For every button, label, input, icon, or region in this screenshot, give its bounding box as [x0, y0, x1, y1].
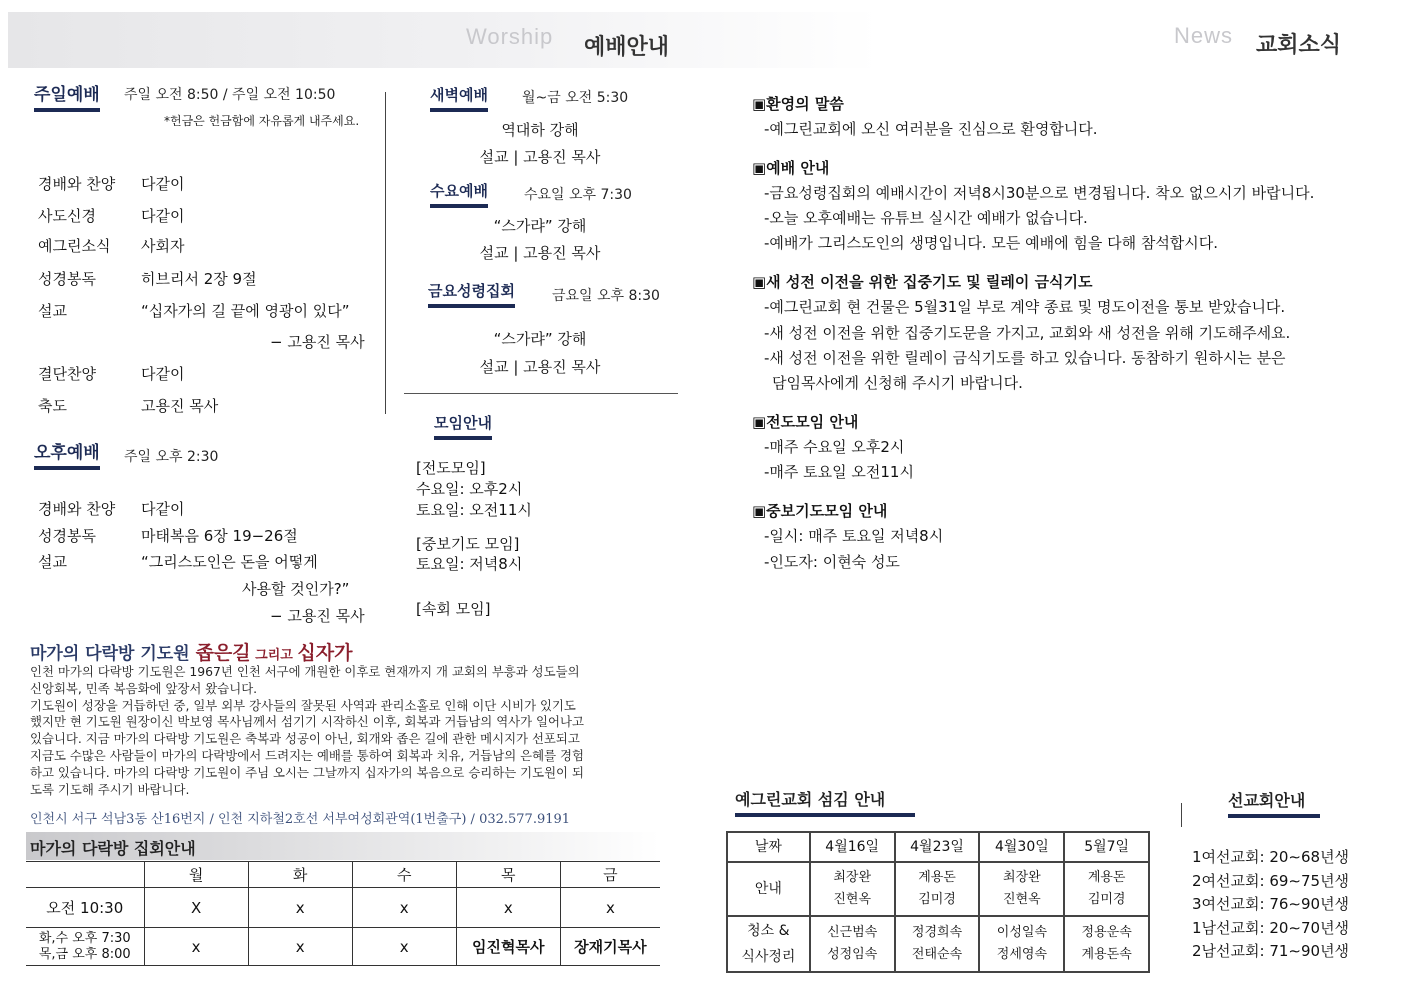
- magga-title-d: 십자가: [297, 642, 353, 664]
- table-cell: 오전 10:30: [26, 888, 144, 928]
- table-header-row: [26, 862, 660, 888]
- news-heading-prayer: ▣새 성전 이전을 위한 집중기도 및 릴레이 금식기도: [752, 273, 1093, 291]
- order-label: 축도: [38, 397, 67, 415]
- news-item: -인도자: 이현숙 성도: [764, 553, 900, 571]
- news-item: -일시: 매주 토요일 저녁8시: [764, 527, 944, 545]
- column-divider: [385, 92, 386, 414]
- order-label: 설교: [38, 553, 67, 571]
- row-label: 식사정리: [741, 949, 796, 965]
- name: 진현옥: [1003, 892, 1041, 907]
- news-ko-title: 교회소식: [1256, 33, 1342, 58]
- name: 계용돈속: [1081, 947, 1132, 962]
- table-cell: x: [144, 928, 248, 966]
- table-cell: x: [352, 888, 456, 928]
- name: 정경희속: [911, 925, 963, 940]
- name: 계용돈: [1087, 870, 1126, 885]
- sermon-title: “십자가의 길 끝에 영광이 있다”: [141, 302, 350, 320]
- order-value: 다같이: [141, 365, 185, 383]
- dawn-title: 새벽예배: [430, 84, 488, 112]
- table-header: 4월16일: [810, 832, 895, 862]
- magga-line: 도록 기도해 주시기 바랍니다.: [30, 781, 190, 797]
- order-value: 고용진 목사: [141, 397, 219, 415]
- header-band: [8, 12, 880, 68]
- order-label: 성경봉독: [38, 270, 96, 288]
- news-item: -오늘 오후예배는 유튜브 실시간 예배가 없습니다.: [764, 209, 1088, 227]
- table-header: 4월30일: [979, 832, 1064, 862]
- offering-note: *헌금은 헌금함에 자유롭게 내주세요.: [164, 114, 360, 128]
- name: 김미경: [1087, 892, 1126, 907]
- sermon-title-line2: 사용할 것인가?”: [242, 580, 350, 598]
- magga-title-c: 그리고: [250, 648, 298, 663]
- magga-description: [30, 664, 670, 798]
- order-label: 예그린소식: [38, 237, 111, 255]
- table-cell: x: [456, 888, 560, 928]
- order-value: 히브리서 2장 9절: [141, 270, 257, 288]
- name: 진현옥: [833, 892, 872, 907]
- table-cell: [979, 916, 1064, 972]
- wednesday-series: “스가랴” 강해: [493, 217, 587, 235]
- magga-title: [30, 638, 352, 665]
- magga-line: 신앙회복, 민족 복음화에 앞장서 왔습니다.: [30, 680, 258, 696]
- news-item: -예배가 그리스도인의 생명입니다. 모든 예배에 힘을 다해 참석합시다.: [764, 234, 1219, 252]
- section-divider: [404, 393, 678, 394]
- news-heading-evangelism: ▣전도모임 안내: [752, 413, 859, 431]
- table-cell: x: [248, 888, 352, 928]
- mission-list: [1192, 846, 1349, 964]
- table-cell: X: [144, 888, 248, 928]
- news-item: -금요성령집회의 예배시간이 저녁8시30분으로 변경됩니다. 착오 없으시기 바랍니다.: [764, 184, 1315, 202]
- table-row: [26, 928, 660, 966]
- wednesday-time: 수요일 오후 7:30: [524, 187, 632, 203]
- table-header: 날짜: [727, 832, 810, 862]
- order-label: 설교: [38, 302, 67, 320]
- meeting-group-title: [중보기도 모임]: [416, 535, 520, 553]
- magga-title-a: 마가의 다락방 기도원: [30, 644, 196, 664]
- preacher: − 고용진 목사: [270, 333, 365, 351]
- table-header: 금: [560, 862, 660, 888]
- news-item: -매주 토요일 오전11시: [764, 463, 914, 481]
- name: 최장완: [1003, 870, 1041, 885]
- dawn-preacher: 설교 | 고용진 목사: [479, 148, 601, 166]
- magga-line: 기도원이 성장을 거듭하던 중, 일부 외부 강사들의 잘못된 사역과 관리소홀로 인해 이단 시비가 있기도: [30, 697, 576, 713]
- mission-item: 2여선교회: 69∼75년생: [1192, 871, 1350, 890]
- dawn-time: 월~금 오전 5:30: [522, 90, 629, 106]
- table-cell: [810, 862, 895, 916]
- table-header: 목: [456, 862, 560, 888]
- news-en-title: News: [1174, 23, 1234, 48]
- magga-line: 하고 있습니다. 마가의 다락방 기도원이 주님 오시는 그날까지 십자가의 복음으로 승리하는 기도원이 되: [30, 764, 584, 780]
- meetings-title: 모임안내: [434, 412, 492, 440]
- news-item: -매주 수요일 오후2시: [764, 438, 905, 456]
- schedule-title: 마가의 다락방 집회안내: [30, 839, 196, 858]
- afternoon-title: 오후예배: [34, 438, 100, 470]
- table-cell: x: [352, 928, 456, 966]
- magga-line: 인천 마가의 다락방 기도원은 1967년 인천 서구에 개원한 이후로 현재까지 개 교회의 부흥과 성도들의: [30, 664, 580, 679]
- table-header: 월: [144, 862, 248, 888]
- news-item: -예그린교회 현 건물은 5월31일 부로 계약 종료 및 명도이전을 통보 받았습니다.: [764, 298, 1286, 316]
- table-cell: [979, 862, 1064, 916]
- order-value: 마태복음 6장 19−26절: [141, 527, 298, 545]
- time-label: 화,수 오후 7:30: [38, 930, 131, 946]
- table-cell: [26, 862, 144, 888]
- mission-divider: [1181, 803, 1182, 827]
- table-row: [727, 916, 1149, 972]
- meeting-group-title: [속회 모임]: [416, 600, 491, 618]
- preacher: − 고용진 목사: [270, 607, 365, 625]
- name: 이성일속: [996, 925, 1048, 940]
- table-cell: 임진혁목사: [456, 928, 560, 966]
- friday-title: 금요성령집회: [428, 280, 515, 308]
- order-value: 다같이: [141, 500, 185, 518]
- table-cell: 장재기목사: [560, 928, 660, 966]
- afternoon-time: 주일 오후 2:30: [124, 449, 219, 465]
- order-value: 다같이: [141, 175, 185, 193]
- table-header: 5월7일: [1064, 832, 1149, 862]
- table-header: 4월23일: [895, 832, 980, 862]
- magga-address: 인천시 서구 석남3동 산16번지 / 인천 지하철2호선 서부여성회관역(1번출구) / 032.577.9191: [30, 812, 571, 827]
- magga-schedule-table: [26, 861, 660, 966]
- table-cell: x: [560, 888, 660, 928]
- table-cell: [895, 916, 980, 972]
- friday-preacher: 설교 | 고용진 목사: [479, 358, 601, 376]
- mission-title: 선교회안내: [1228, 788, 1320, 818]
- name: 신근범속: [827, 925, 878, 940]
- service-table: [726, 831, 1150, 973]
- time-label: 목,금 오후 8:00: [38, 946, 131, 962]
- news-item: 담임목사에게 신청해 주시기 바랍니다.: [772, 374, 1023, 392]
- magga-line: 있습니다. 지금 마가의 다락방 기도원은 축복과 성공이 아닌, 회개와 좁은 길에 관한 메시지가 선포되고: [30, 731, 580, 747]
- meeting-group-title: [전도모임]: [416, 459, 486, 477]
- dawn-series: 역대하 강해: [501, 121, 579, 139]
- sermon-title: “그리스도인은 돈을 어떻게: [141, 553, 318, 571]
- worship-ko-title: 예배안내: [584, 35, 670, 60]
- order-label: 사도신경: [38, 207, 96, 225]
- order-label: 경배와 찬양: [38, 500, 116, 518]
- name: 정세영속: [996, 947, 1048, 962]
- order-value: 사회자: [141, 237, 185, 255]
- meeting-time: 토요일: 저녁8시: [416, 555, 523, 573]
- sunday-title: 주일예배: [34, 80, 100, 112]
- table-cell: [727, 916, 810, 972]
- table-cell: [1064, 916, 1149, 972]
- news-item: -예그린교회에 오신 여러분을 진심으로 환영합니다.: [764, 120, 1098, 138]
- news-heading-worship: ▣예배 안내: [752, 159, 830, 177]
- news-item: -새 성전 이전을 위한 집중기도문을 가지고, 교회와 새 성전을 위해 기도해주세요.: [764, 324, 1291, 342]
- mission-item: 3여선교회: 76∼90년생: [1192, 895, 1350, 913]
- magga-line: 했지만 현 기도원 원장이신 박보영 목사님께서 섬기기 시작하신 이후, 회복과 거듭남의 역사가 일어나고: [30, 714, 584, 730]
- table-row: [727, 862, 1149, 916]
- name: 정용운속: [1081, 925, 1132, 940]
- table-header-row: [727, 832, 1149, 862]
- news-heading-welcome: ▣환영의 말씀: [752, 95, 844, 113]
- order-label: 결단찬양: [38, 365, 96, 383]
- mission-item: 1남선교회: 20∼70년생: [1192, 918, 1350, 937]
- table-cell: 안내: [727, 862, 810, 916]
- news-item: -새 성전 이전을 위한 릴레이 금식기도를 하고 있습니다. 동참하기 원하시는 분은: [764, 349, 1286, 367]
- table-header: 화: [248, 862, 352, 888]
- meeting-time: 토요일: 오전11시: [416, 501, 532, 519]
- mission-item: 2남선교회: 71∼90년생: [1192, 942, 1350, 960]
- name: 김미경: [918, 892, 956, 907]
- sunday-time: 주일 오전 8:50 / 주일 오전 10:50: [124, 87, 336, 103]
- order-label: 성경봉독: [38, 527, 96, 545]
- table-row: [26, 888, 660, 928]
- news-heading-intercession: ▣중보기도모임 안내: [752, 502, 888, 520]
- worship-en-title: Worship: [466, 24, 554, 49]
- mission-item: 1여선교회: 20∼68년생: [1192, 848, 1350, 866]
- name: 최장완: [833, 870, 872, 885]
- service-title: 예그린교회 섬김 안내: [735, 787, 915, 817]
- table-cell: [1064, 862, 1149, 916]
- row-label: 청소 &: [747, 923, 790, 939]
- table-cell: [26, 928, 144, 966]
- meeting-time: 수요일: 오후2시: [416, 480, 523, 498]
- friday-series: “스가랴” 강해: [493, 330, 587, 348]
- wednesday-preacher: 설교 | 고용진 목사: [479, 244, 601, 262]
- magga-title-b: 좁은길: [195, 642, 251, 664]
- table-cell: [895, 862, 980, 916]
- table-cell: x: [248, 928, 352, 966]
- table-header: 수: [352, 862, 456, 888]
- wednesday-title: 수요예배: [430, 180, 488, 208]
- order-value: 다같이: [141, 207, 185, 225]
- table-cell: [810, 916, 895, 972]
- order-label: 경배와 찬양: [38, 175, 116, 193]
- name: 전태순속: [911, 947, 963, 962]
- friday-time: 금요일 오후 8:30: [552, 288, 660, 304]
- name: 계용돈: [918, 870, 956, 885]
- magga-line: 지금도 수많은 사람들이 마가의 다락방에서 드려지는 예배를 통하여 회복과 치유, 거듭남의 은혜를 경험: [30, 747, 584, 763]
- name: 성정임속: [827, 947, 878, 962]
